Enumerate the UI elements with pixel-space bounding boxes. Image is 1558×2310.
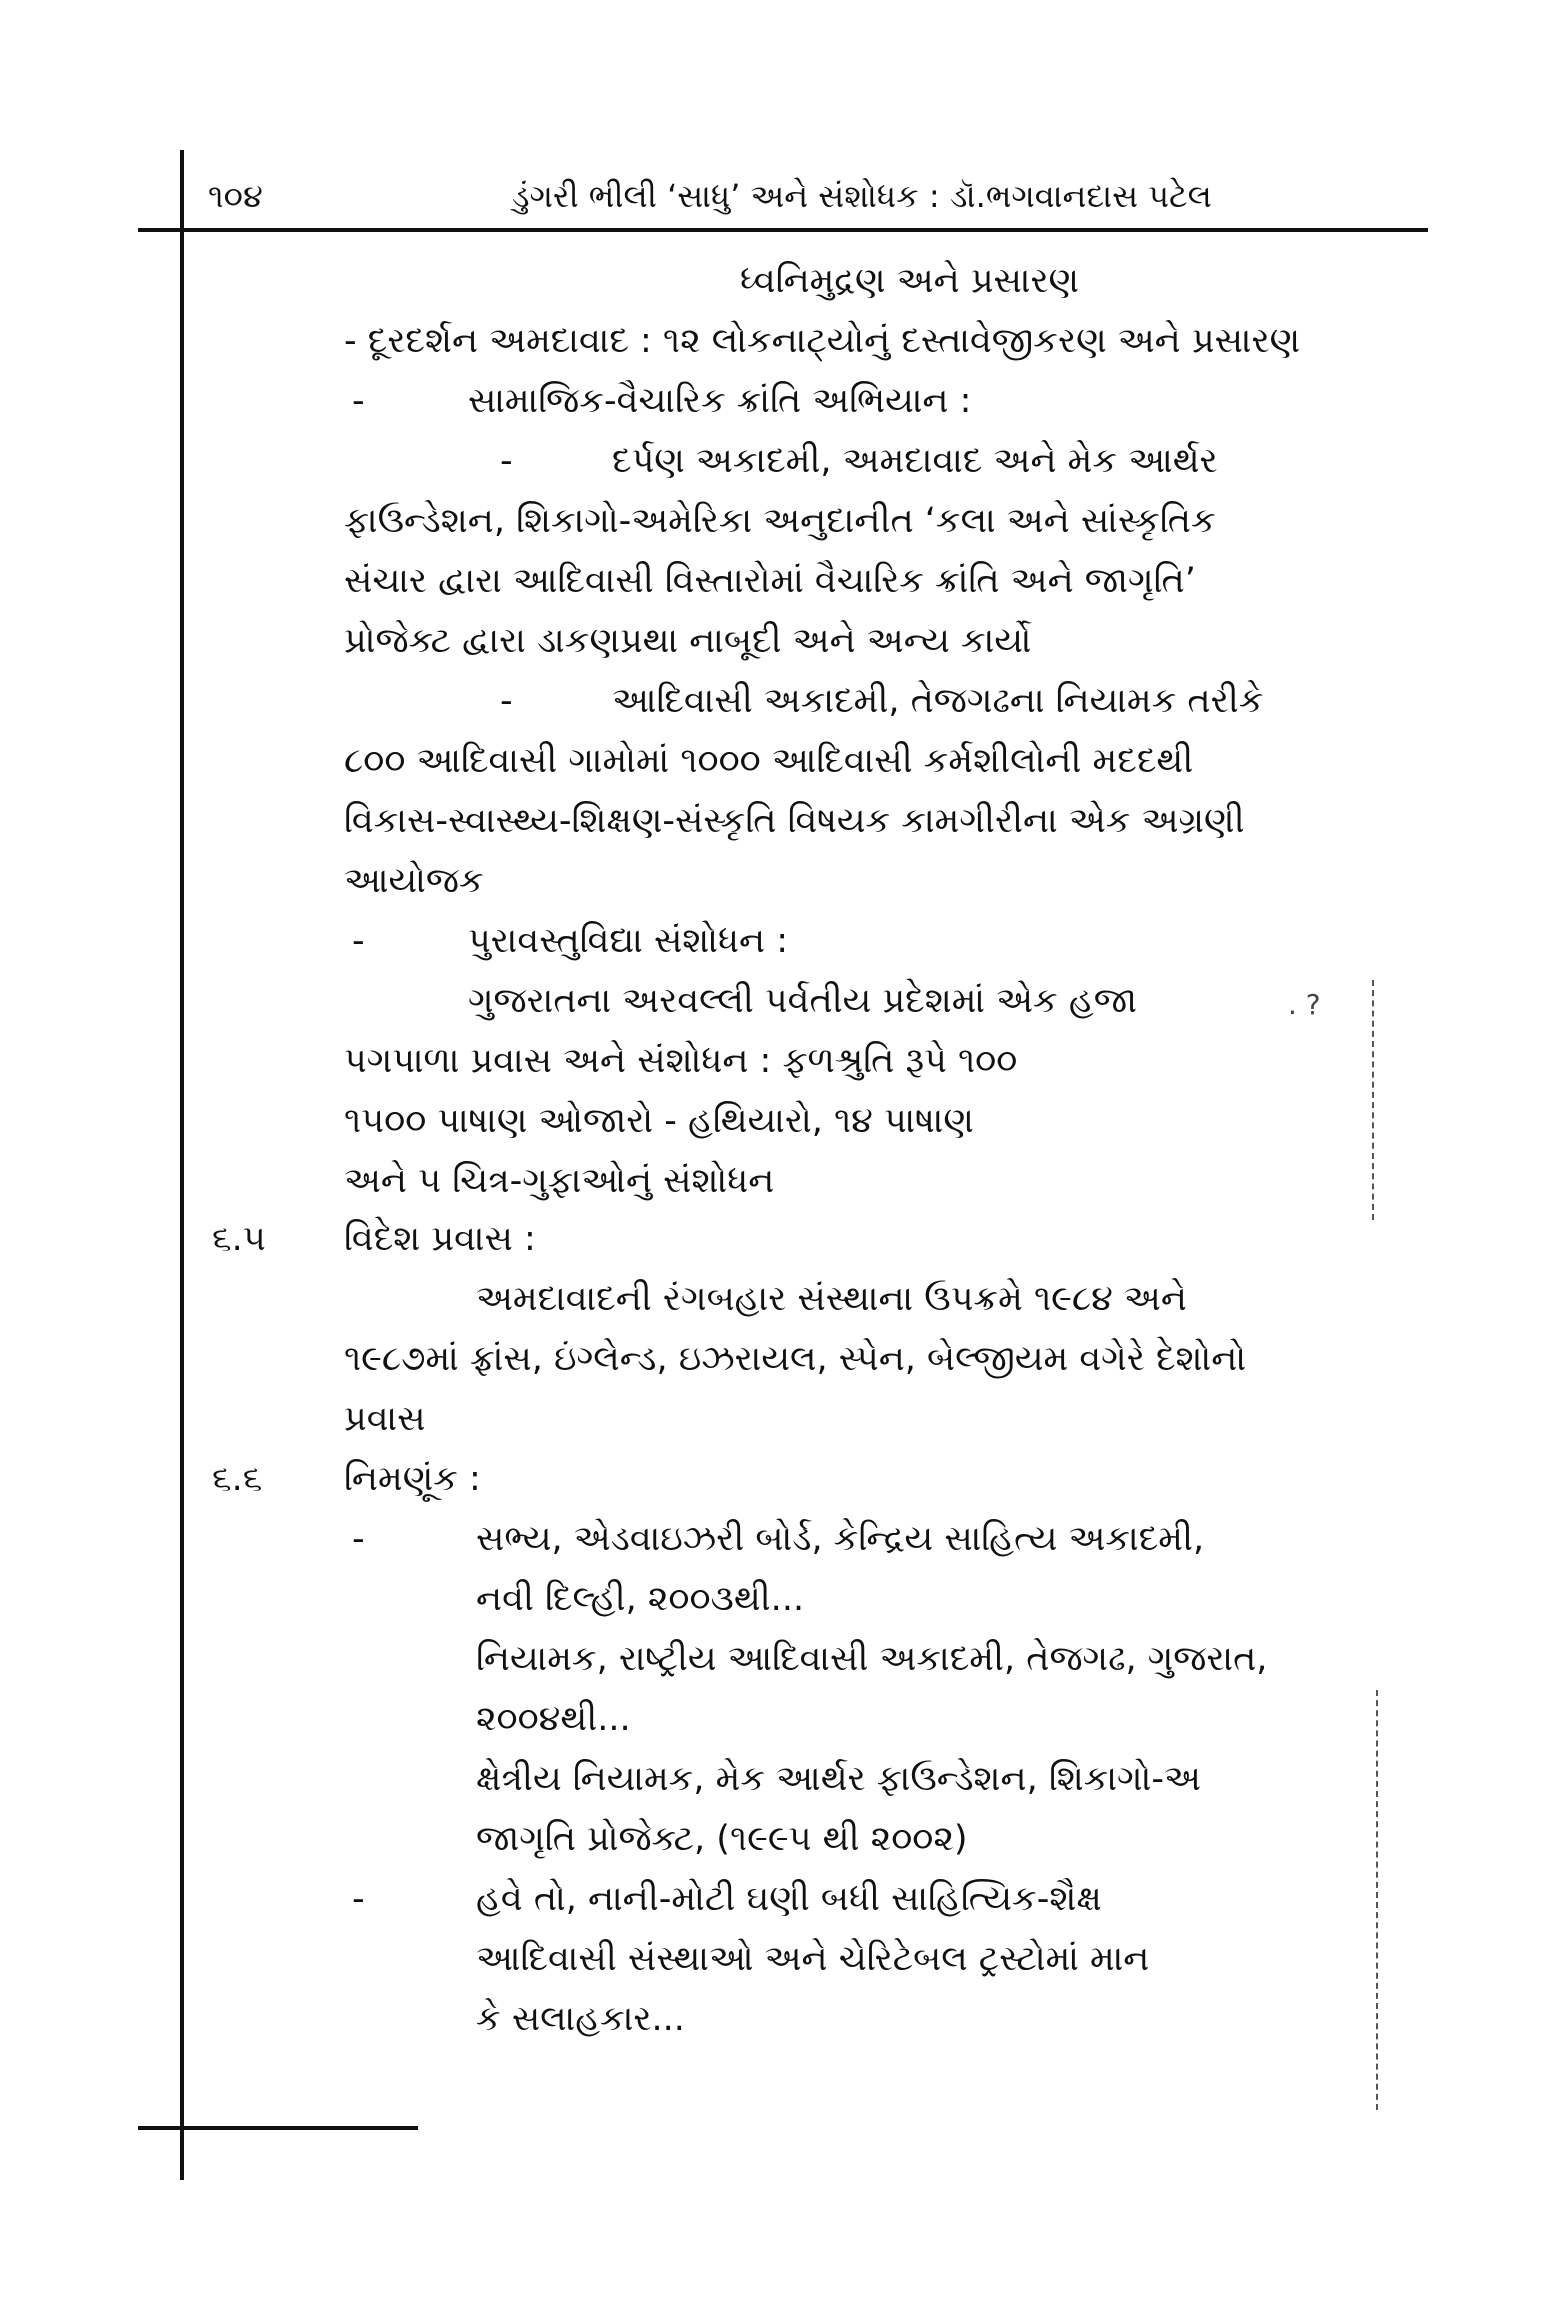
videsh-line: પ્રવાસ xyxy=(344,1399,426,1439)
videsh-line: અમદાવાદની રંગબહાર સંસ્થાના ઉપક્રમે ૧૯૮૪ અને xyxy=(476,1279,1187,1319)
akadami-line: વિકાસ-સ્વાસ્થ્ય-શિક્ષણ-સંસ્કૃતિ વિષયક કામગીરીના એક અગ્રણી xyxy=(344,801,1245,841)
page-number: ૧૦૪ xyxy=(208,177,263,215)
puravastu-line: પગપાળા પ્રવાસ અને સંશોધન : ફળશ્રુતિ રૂપે ૧૦૦ xyxy=(344,1041,1018,1081)
kranti-heading: સામાજિક-વૈચારિક ક્રાંતિ અભિયાન : xyxy=(468,381,972,421)
bullet: - xyxy=(352,1519,365,1559)
videsh-line: ૧૯૮૭માં ફ્રાંસ, ઇંગ્લેન્ડ, ઇઝરાયલ, સ્પેન, બેલ્જીયમ વગેરે દેશોનો xyxy=(344,1339,1247,1379)
kshetriya-line: જાગૃતિ પ્રોજેક્ટ, (૧૯૯૫ થી ૨૦૦૨) xyxy=(476,1819,968,1859)
section-heading-videsh: વિદેશ પ્રવાસ : xyxy=(344,1219,536,1259)
niyamak-line: ૨૦૦૪થી... xyxy=(476,1699,631,1739)
bullet: - xyxy=(352,381,365,421)
akadami-line: આદિવાસી અકાદમી, તેજગઢના નિયામક તરીકે xyxy=(612,681,1264,721)
section-number-6-5: ૬.૫ xyxy=(212,1219,266,1259)
section-number-6-6: ૬.૬ xyxy=(212,1459,263,1499)
edge-mark-lower xyxy=(1376,1690,1378,2110)
kshetriya-line: ક્ષેત્રીય નિયામક, મેક આર્થર ફાઉન્ડેશન, શિકાગો-અ xyxy=(476,1759,1201,1799)
left-margin-rule xyxy=(180,150,184,2180)
akadami-line: ૮૦૦ આદિવાસી ગામોમાં ૧૦૦૦ આદિવાસી કર્મશીલોની મદદથી xyxy=(344,741,1194,781)
darpan-line: પ્રોજેક્ટ દ્વારા ડાકણપ્રથા નાબૂદી અને અન્ય કાર્યો xyxy=(344,621,1032,661)
puravastu-line: અને ૫ ચિત્ર-ગુફાઓનું સંશોધન xyxy=(344,1161,775,1201)
running-title: ડુંગરી ભીલી ‘સાધુ’ અને સંશોધક : ડૉ.ભગવાનદાસ પટેલ xyxy=(512,177,1212,215)
darpan-line: ફાઉન્ડેશન, શિકાગો-અમેરિકા અનુદાનીત ‘કલા અને સાંસ્કૃતિક xyxy=(344,501,1216,541)
puravastu-line: ૧૫૦૦ પાષાણ ઓજારો - હથિયારો, ૧૪ પાષાણ xyxy=(344,1101,974,1141)
bullet: - xyxy=(500,441,513,481)
have-line: આદિવાસી સંસ્થાઓ અને ચેરિટેબલ ટ્રસ્ટોમાં માન xyxy=(476,1939,1150,1979)
bullet: - xyxy=(500,681,513,721)
niyamak-line: નિયામક, રાષ્ટ્રીય આદિવાસી અકાદમી, તેજગઢ, ગુજરાત, xyxy=(476,1639,1268,1679)
sabhya-line: સભ્ય, એડવાઇઝરી બોર્ડ, કેન્દ્રિય સાહિત્ય અકાદમી, xyxy=(476,1519,1205,1559)
doordarshan-line: - દૂરદર્શન અમદાવાદ : ૧૨ લોકનાટ્યોનું દસ્તાવેજીકરણ અને પ્રસારણ xyxy=(344,321,1301,361)
bullet: - xyxy=(352,1879,365,1919)
heading-dhvani: ધ્વનિમુદ્રણ અને પ્રસારણ xyxy=(740,261,1080,301)
puravastu-heading: પુરાવસ્તુવિદ્યા સંશોધન : xyxy=(468,921,789,961)
darpan-line: સંચાર દ્વારા આદિવાસી વિસ્તારોમાં વૈચારિક ક્રાંતિ અને જાગૃતિ’ xyxy=(344,561,1196,601)
section-heading-nimanuk: નિમણૂંક : xyxy=(344,1459,481,1499)
have-line: હવે તો, નાની-મોટી ઘણી બધી સાહિત્યિક-શૈક્ષ xyxy=(476,1879,1102,1919)
edge-marks: . ? xyxy=(1288,988,1321,1021)
darpan-line: દર્પણ અકાદમી, અમદાવાદ અને મેક આર્થર xyxy=(612,441,1218,481)
have-line: કે સલાહકાર... xyxy=(476,1999,685,2039)
header-rule xyxy=(138,228,1428,232)
puravastu-line: ગુજરાતના અરવલ્લી પર્વતીય પ્રદેશમાં એક હજા xyxy=(468,981,1138,1021)
bullet: - xyxy=(352,921,365,961)
edge-mark-upper xyxy=(1372,980,1374,1220)
sabhya-line: નવી દિલ્હી, ૨૦૦૩થી... xyxy=(476,1579,805,1619)
footer-rule xyxy=(138,2126,418,2130)
akadami-line: આયોજક xyxy=(344,861,484,901)
